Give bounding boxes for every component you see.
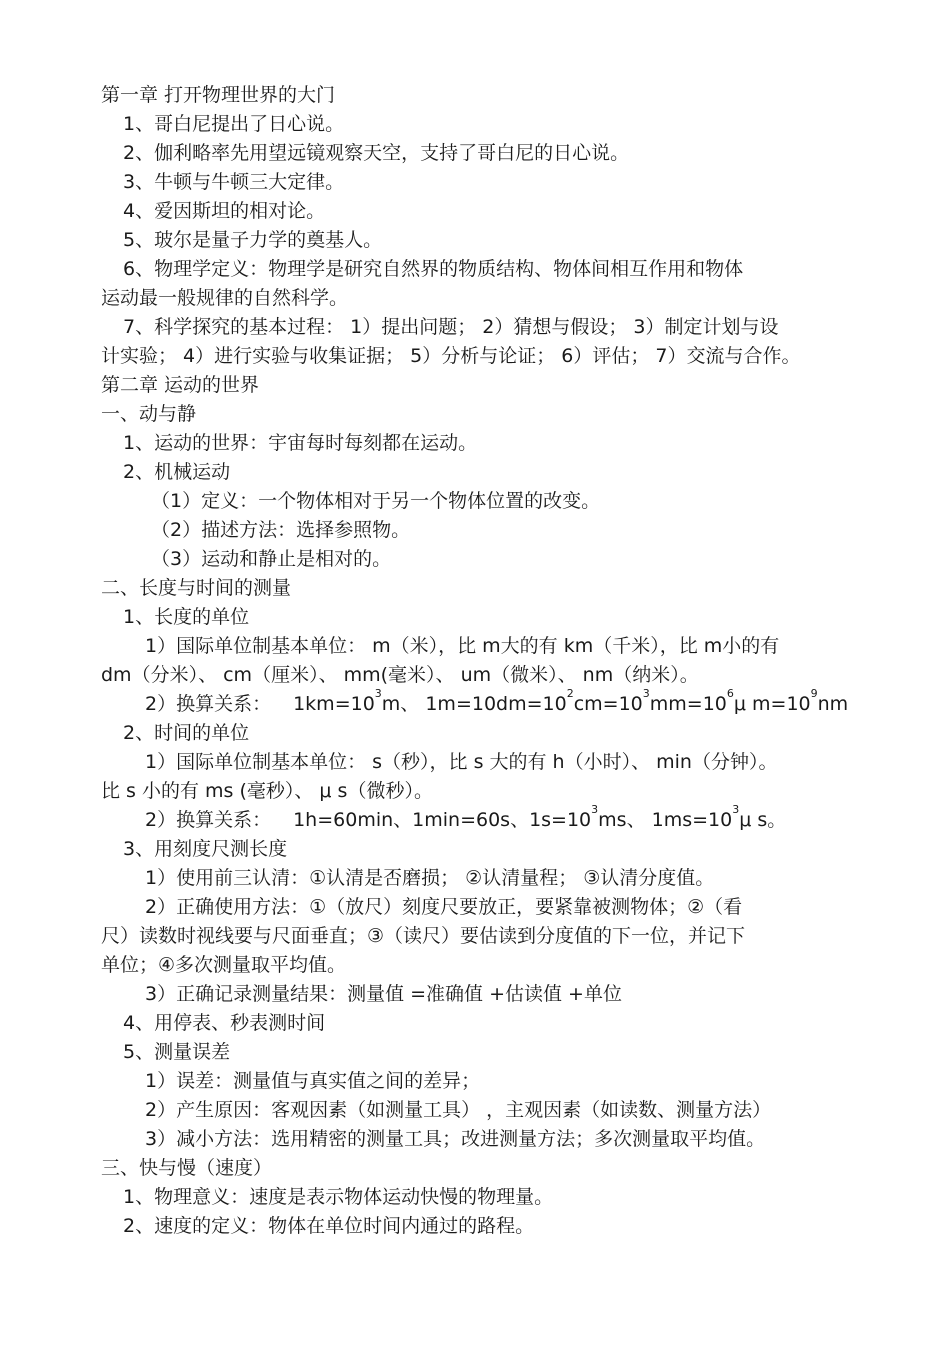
chapter-1-title: 第一章 打开物理世界的大门 — [101, 84, 336, 106]
section-heading: 三、快与慢（速度） — [101, 1157, 273, 1179]
time-conversion-line: 2）换算关系： 1h=60min、1min=60s、$1s=10^3ms$、 $1ms=10^3\mu$ s。 — [145, 803, 787, 831]
text-line: 1、物理意义：速度是表示物体运动快慢的物理量。 — [123, 1186, 554, 1208]
text-line: 计实验； 4）进行实验与收集证据； 5）分析与论证； 6）评估； 7）交流与合作。 — [101, 345, 801, 367]
exponent: 2 — [566, 687, 574, 700]
section-heading: 二、长度与时间的测量 — [101, 577, 292, 599]
exponent: 3 — [591, 803, 599, 816]
length-conversion-line: 2）换算关系： $1km=10^3m$、 $1m=10dm=10^2cm=10^3mm=10^6\mu$ $m=10^9nm$ — [145, 687, 849, 715]
text-line: 7、科学探究的基本过程： 1）提出问题； 2）猜想与假设； 3）制定计划与设 — [123, 316, 779, 338]
text-line: 4、用停表、秒表测时间 — [123, 1012, 326, 1034]
text-line: （1）定义：一个物体相对于另一个物体位置的改变。 — [151, 490, 601, 512]
text-line: 1）使用前三认清：①认清是否磨损； ②认清量程； ③认清分度值。 — [145, 867, 715, 889]
text-line: 3）减小方法：选用精密的测量工具；改进测量方法；多次测量取平均值。 — [145, 1128, 766, 1150]
text-line: 尺）读数时视线要与尺面垂直；③（读尺）要估读到分度值的下一位，并记下 — [101, 925, 746, 947]
text-line: （2）描述方法：选择参照物。 — [151, 519, 411, 541]
text-line: 2、伽利略率先用望远镜观察天空，支持了哥白尼的日心说。 — [123, 142, 630, 164]
text-line: 单位；④多次测量取平均值。 — [101, 954, 347, 976]
chapter-2-title: 第二章 运动的世界 — [101, 374, 260, 396]
text-line: 3）正确记录测量结果：测量值 =准确值 +估读值 +单位 — [145, 983, 622, 1005]
text-line: 2）正确使用方法：①（放尺）刻度尺要放正，要紧靠被测物体；②（看 — [145, 896, 743, 918]
exponent: 3 — [374, 687, 382, 700]
text-line: 2、速度的定义：物体在单位时间内通过的路程。 — [123, 1215, 535, 1237]
conversion-label: 2）换算关系： — [145, 693, 272, 715]
text-line: 5、玻尔是量子力学的奠基人。 — [123, 229, 383, 251]
text-line: 1、哥白尼提出了日心说。 — [123, 113, 345, 135]
exponent: 6 — [726, 687, 734, 700]
text-line: 1、长度的单位 — [123, 606, 250, 628]
text-line: 1）误差：测量值与真实值之间的差异； — [145, 1070, 481, 1092]
text-line: 2）产生原因：客观因素（如测量工具） ，主观因素（如读数、测量方法） — [145, 1099, 772, 1121]
text-line: 比 s 小的有 ms (毫秒）、 μ s（微秒）。 — [101, 780, 433, 802]
text-line: dm（分米）、 cm（厘米）、 mm(毫米）、 um（微米）、 nm（纳米）。 — [101, 664, 699, 686]
conversion-label: 2）换算关系： — [145, 809, 272, 831]
text-line: 2、时间的单位 — [123, 722, 250, 744]
text-line: 3、用刻度尺测长度 — [123, 838, 288, 860]
exponent: 9 — [810, 687, 818, 700]
text-line: 4、爱因斯坦的相对论。 — [123, 200, 326, 222]
exponent: 3 — [642, 687, 650, 700]
text-line: （3）运动和静止是相对的。 — [151, 548, 392, 570]
text-line: 1）国际单位制基本单位： m（米），比 m大的有 km（千米），比 m小的有 — [145, 635, 780, 657]
text-line: 3、牛顿与牛顿三大定律。 — [123, 171, 345, 193]
section-heading: 一、动与静 — [101, 403, 197, 425]
text-line: 6、物理学定义：物理学是研究自然界的物质结构、物体间相互作用和物体 — [123, 258, 744, 280]
exponent: 3 — [732, 803, 740, 816]
text-line: 运动最一般规律的自然科学。 — [101, 287, 349, 309]
text-line: 1）国际单位制基本单位： s（秒），比 s 大的有 h（小时）、 min（分钟）。 — [145, 751, 778, 773]
text-line: 5、测量误差 — [123, 1041, 231, 1063]
text-line: 2、机械运动 — [123, 461, 231, 483]
text-line: 1、运动的世界：宇宙每时每刻都在运动。 — [123, 432, 478, 454]
